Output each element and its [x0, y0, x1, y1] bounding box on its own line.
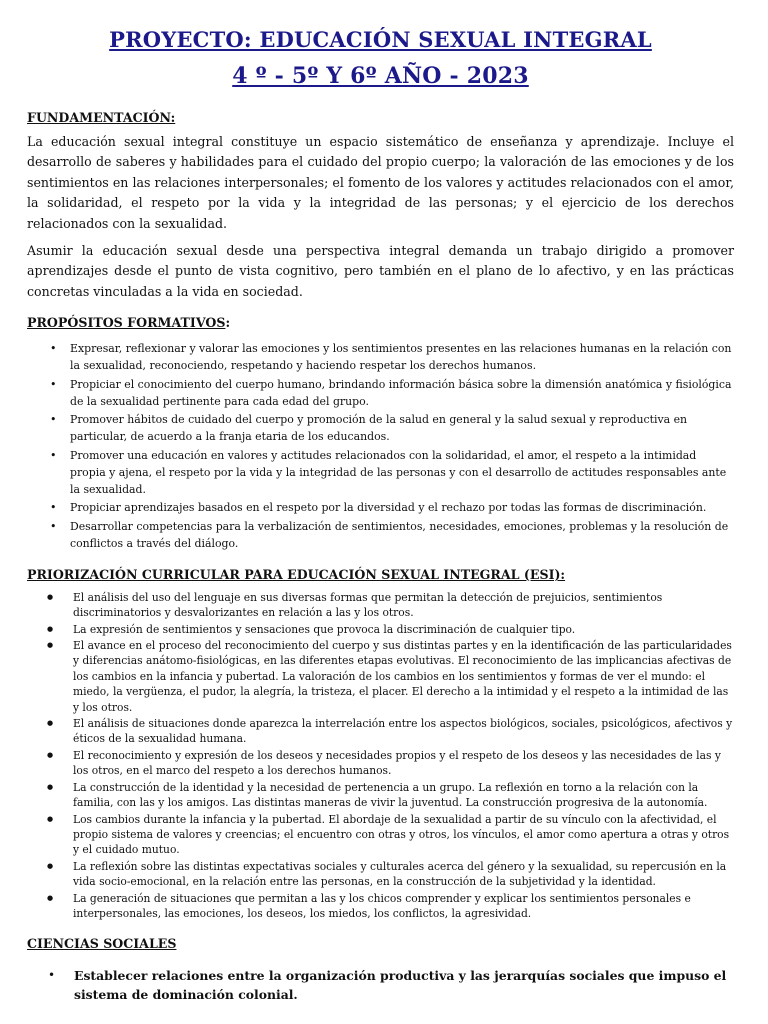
propositos-heading-text: PROPÓSITOS FORMATIVOS — [27, 315, 226, 331]
list-item: ● La expresión de sentimientos y sensaciones que provoca la discriminación de cualquier tipo. — [27, 622, 734, 637]
fundamentacion-section — [27, 109, 734, 302]
project-subtitle-year: 4 º - 5º Y 6º AÑO - 2023 — [232, 63, 529, 89]
priorizacion-section — [27, 566, 734, 922]
list-item: ● El análisis del uso del lenguaje en sus diversas formas que permitan la detección de prejuicios, sentimientos discriminatorios y desvalorizantes en relación a las y los otros. — [27, 590, 734, 621]
priorizacion-heading: PRIORIZACIÓN CURRICULAR PARA EDUCACIÓN SEXUAL INTEGRAL (ESI): — [27, 566, 566, 582]
list-item: • Desarrollar competencias para la verbalización de sentimientos, necesidades, emociones, problemas y la resolución de conflictos a través del diálogo. — [27, 519, 734, 553]
list-item: • Establecer relaciones entre la organización productiva y las jerarquías sociales que impuso el sistema de dominación colonial. — [27, 966, 734, 1004]
propositos-heading — [27, 314, 734, 332]
list-item: ● La generación de situaciones que permitan a las y los chicos comprender y explicar los sentimientos personales e interpersonales, las emociones, los deseos, los miedos, los conflictos, la agresividad. — [27, 891, 734, 922]
list-item: ● Los cambios durante la infancia y la pubertad. El abordaje de la sexualidad a partir de su vínculo con la afectividad, el propio sistema de valores y creencias; el encuentro con otras y otros, los vínculos, el amor como apertura a otras y otros y el cuidado mutuo. — [27, 812, 734, 858]
priorizacion-list — [27, 590, 734, 922]
ciencias-sociales-section — [27, 935, 734, 1004]
list-item: • Propiciar aprendizajes basados en el respeto por la diversidad y el rechazo por todas las formas de discriminación. — [27, 500, 734, 517]
propositos-list — [27, 341, 734, 553]
list-item: ● La construcción de la identidad y la necesidad de pertenencia a un grupo. La reflexión en torno a la relación con la familia, con las y los amigos. Las distintas maneras de vivir la juventud. La construcción progresiva de la autonomía. — [27, 780, 734, 811]
list-item: • Propiciar el conocimiento del cuerpo humano, brindando información básica sobre la dimensión anatómica y fisiológica de la sexualidad pertinente para cada edad del grupo. — [27, 377, 734, 411]
list-item: • Promover hábitos de cuidado del cuerpo y promoción de la salud en general y la salud sexual y reproductiva en particular, de acuerdo a la franja etaria de los educandos. — [27, 412, 734, 446]
ciencias-sociales-list — [27, 966, 734, 1004]
list-item: • Expresar, reflexionar y valorar las emociones y los sentimientos presentes en las relaciones humanas en la relación con la sexualidad, reconociendo, respetando y haciendo respetar los derechos humanos. — [27, 341, 734, 375]
list-item: • Promover una educación en valores y actitudes relacionados con la solidaridad, el amor, el respeto a la intimidad propia y ajena, el respeto por la vida y la integridad de las personas y con el desarrollo de actitudes responsables ante la sexualidad. — [27, 448, 734, 498]
list-item: ● El reconocimiento y expresión de los deseos y necesidades propios y el respeto de los deseos y las necesidades de las y los otros, en el marco del respeto a los derechos humanos. — [27, 748, 734, 779]
fundamentacion-paragraph-1: La educación sexual integral constituye un espacio sistemático de enseñanza y aprendizaje. Incluye el desarrollo de saberes y habilidades para el cuidado del propio cuerpo; la valoración de las emociones y de los sentimientos en las relaciones interpersonales; el fomento de los valores y actitudes relacionados con el amor, la solidaridad, el respeto por la vida y la integridad de las personas; y el ejercicio de los derechos relacionados con la sexualidad. — [27, 134, 734, 231]
ciencias-sociales-heading: CIENCIAS SOCIALES — [27, 936, 177, 952]
fundamentacion-paragraph-2: Asumir la educación sexual desde una perspectiva integral demanda un trabajo dirigido a promover aprendizajes desde el punto de vista cognitivo, pero también en el plano de lo afectivo, y en las prácticas concretas vinculadas a la vida en sociedad. — [27, 243, 734, 299]
propositos-heading-colon: : — [225, 315, 231, 331]
list-item: ● El avance en el proceso del reconocimiento del cuerpo y sus distintas partes y en la identificación de las particularidades y diferencias anátomo-fisiológicas, en las diferentes etapas evolutivas. El reconocimiento de las implicancias afectivas de los cambios en la infancia y pubertad. La valoración de los cambios en los sentimientos y formas de ver el mundo: el miedo, la vergüenza, el pudor, la alegría, la tristeza, el placer. El derecho a la intimidad y el respeto a la intimidad de las y los otros. — [27, 638, 734, 715]
propositos-section — [27, 314, 734, 553]
project-title: PROYECTO: EDUCACIÓN SEXUAL INTEGRAL — [109, 27, 652, 52]
list-item: ● El análisis de situaciones donde aparezca la interrelación entre los aspectos biológicos, sociales, psicológicos, afectivos y éticos de la sexualidad humana. — [27, 716, 734, 747]
list-item: ● La reflexión sobre las distintas expectativas sociales y culturales acerca del género y la sexualidad, su repercusión en la vida socio-emocional, en la relación entre las personas, en la construcción de la subjetividad y la identidad. — [27, 859, 734, 890]
fundamentacion-heading: FUNDAMENTACIÓN: — [27, 110, 176, 125]
